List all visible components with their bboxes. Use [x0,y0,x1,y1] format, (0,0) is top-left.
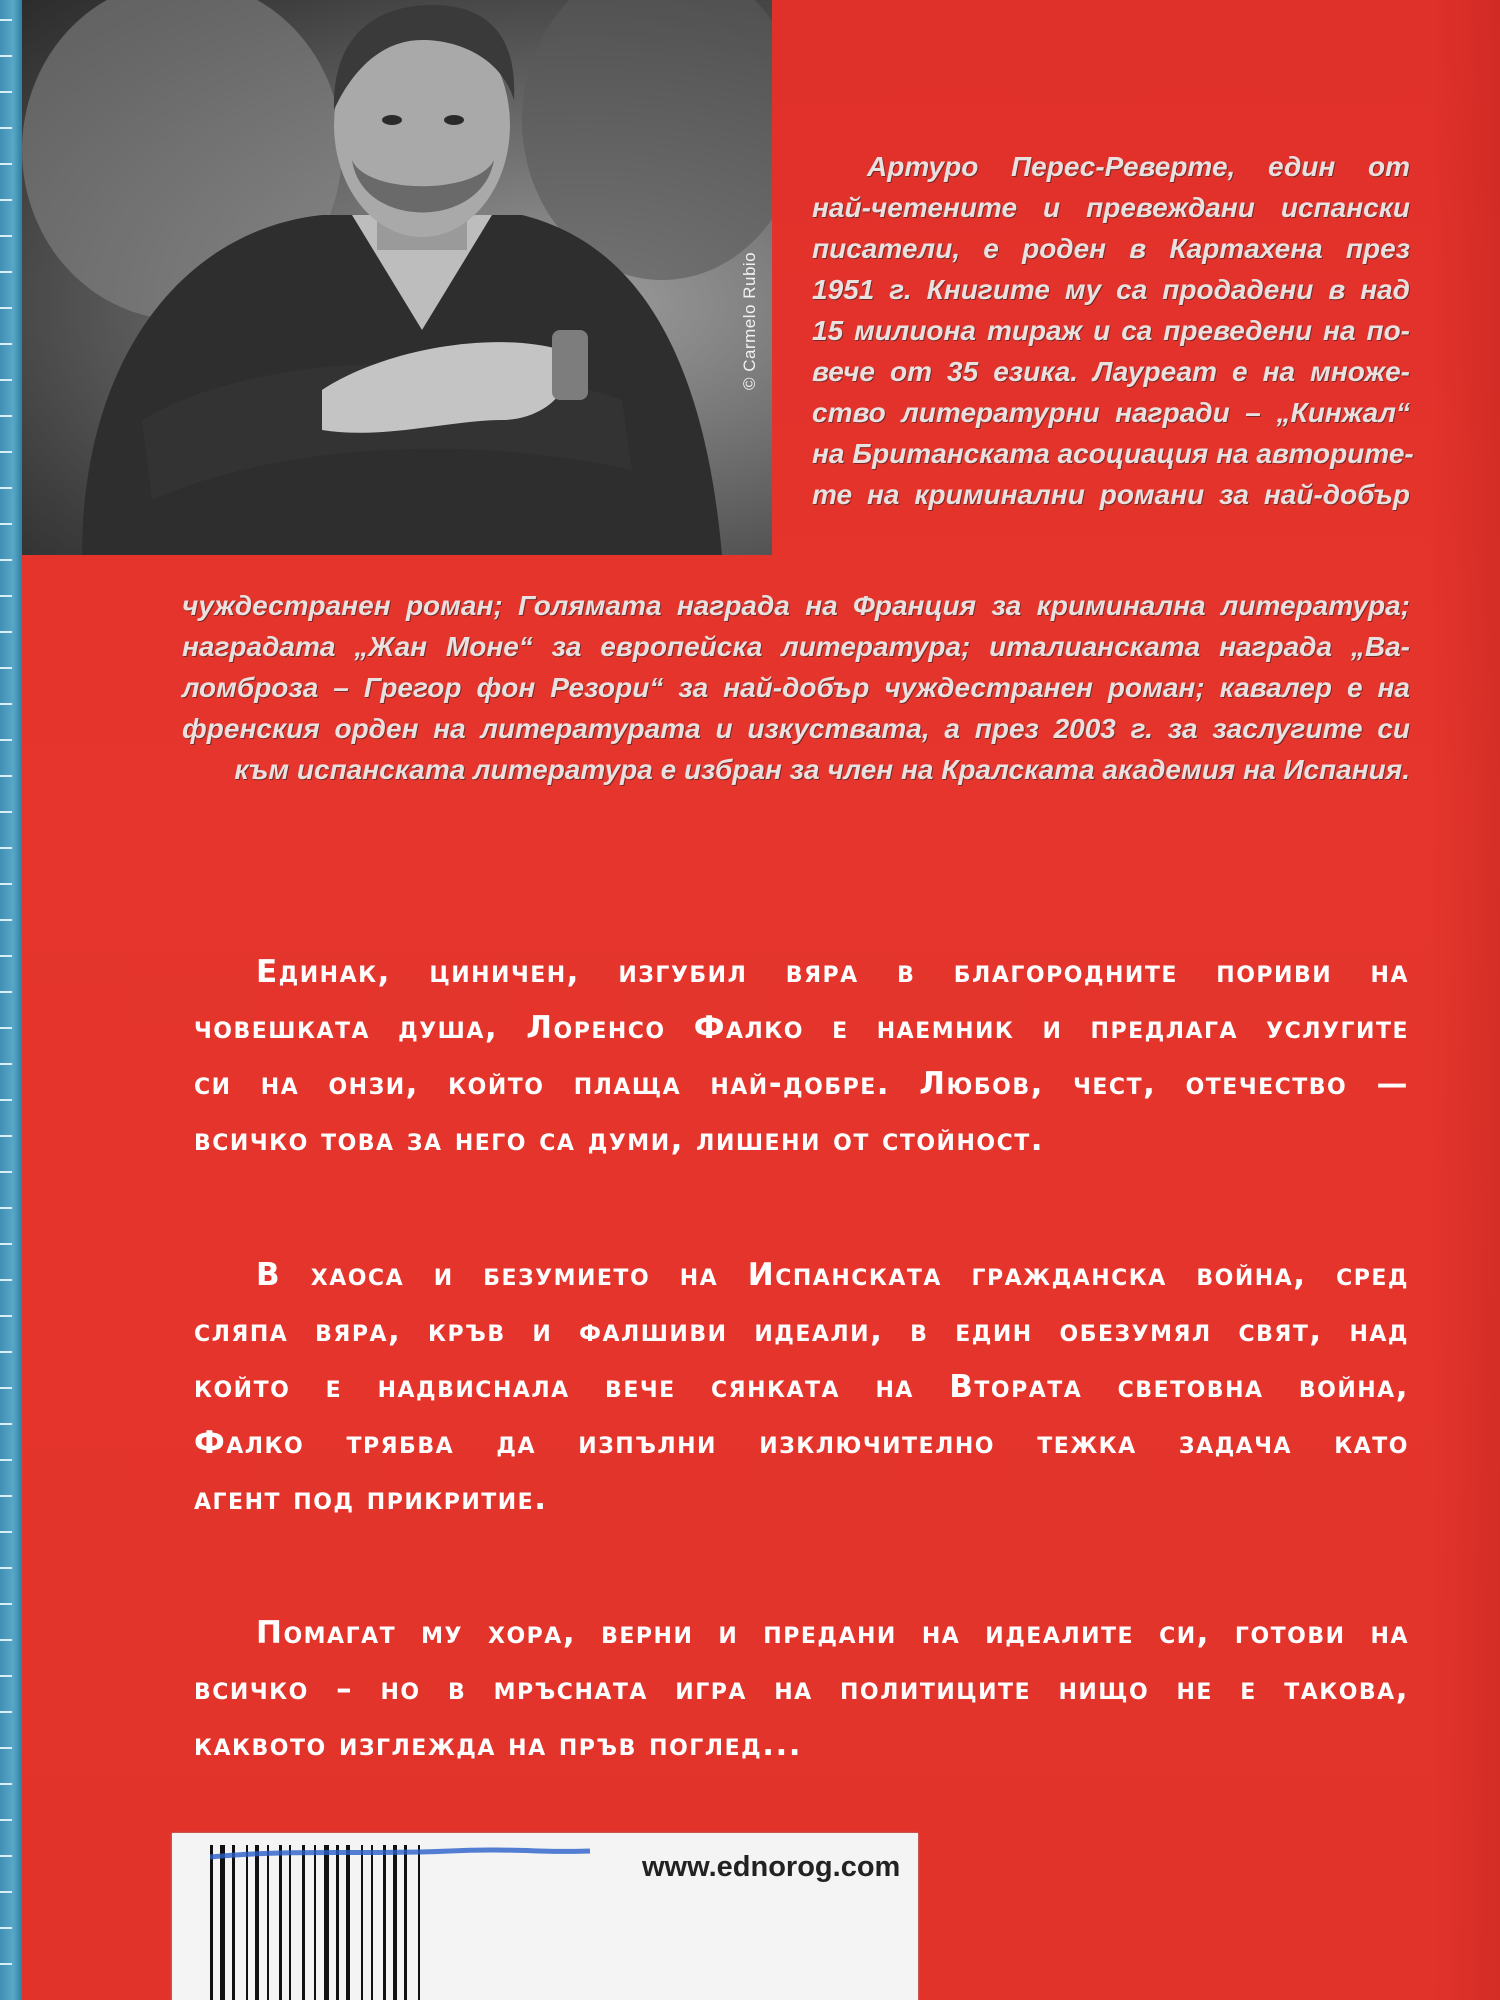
bio-line: ломброза – Грегор фон Резори“ за най-добър чуждестранен роман; кавалер е на [182,672,1410,703]
bio-line: чуждестранен роман; Голямата награда на Франция за криминална литература; [182,590,1410,621]
barcode-bar [246,1845,248,2000]
description-line: Единак, циничен, изгубил вяра в благородните пориви на [256,954,1409,990]
description-line: всичко това за него са думи, лишени от стойност. [194,1122,1044,1158]
barcode-bar [279,1845,282,2000]
description-line: агент под прикритие. [194,1481,548,1517]
bio-line: писатели, е роден в Картахена през [812,233,1410,264]
barcode-bar [324,1845,329,2000]
bio-line: най-четените и превеждани испански [812,192,1410,223]
barcode-bar [220,1845,225,2000]
description-line: Фалко трябва да изпълни изключително тежка задача като [194,1425,1409,1461]
notebook-ruling [0,0,22,2000]
barcode-bar [361,1845,363,2000]
barcode-bar [336,1845,339,2000]
barcode-icon [210,1845,630,2000]
barcode-bar [346,1845,350,2000]
publisher-website: www.ednorog.com [642,1851,901,1883]
barcode-bar [289,1845,291,2000]
description-line: Помагат му хора, верни и предани на идеалите си, готови на [256,1615,1409,1651]
bio-line: Артуро Перес-Реверте, един от [867,151,1410,182]
book-back-cover [22,0,1500,2000]
barcode-label [172,1833,918,2000]
description-line: който е надвиснала вече сянката на Втората световна война, [194,1369,1409,1405]
barcode-bar [404,1845,407,2000]
bio-line: наградата „Жан Моне“ за европейска литература; италианската награда „Ва- [182,631,1410,662]
barcode-bar [418,1845,420,2000]
barcode-bar [267,1845,269,2000]
description-paragraph-1 [194,944,1409,1168]
barcode-bar [210,1845,213,2000]
bio-line: 15 милиона тираж и са преведени на по- [812,315,1410,346]
bio-line: те на криминални романи за най-добър [812,479,1410,510]
author-bio-bottom [182,585,1410,790]
barcode-bar [255,1845,259,2000]
barcode-bar [383,1845,386,2000]
description-line: човешката душа, Лоренсо Фалко е наемник и предлага услугите [194,1010,1409,1046]
description-line: каквото изглежда на пръв поглед... [194,1727,803,1763]
description-line: си на онзи, който плаща най-добре. Любов, чест, отечество — [194,1066,1409,1102]
barcode-bar [371,1845,373,2000]
description-paragraph-2 [194,1247,1409,1527]
author-bio-top [812,146,1414,515]
barcode-bar [393,1845,397,2000]
bio-line: 1951 г. Книгите му са продадени в над [812,274,1410,305]
bio-line: ство литературни награди – „Кинжал“ [812,397,1410,428]
author-photo [22,0,772,555]
photo-credit: © Carmelo Rubio [740,251,759,390]
cover-edge-shadow [1430,0,1500,2000]
bio-line: на Британската асоциация на авторите- [812,438,1414,469]
barcode-bar [302,1845,305,2000]
description-paragraph-3 [194,1605,1409,1773]
bio-line: френския орден на литературата и изкуствата, а през 2003 г. за заслугите си [182,713,1410,744]
barcode-bar [314,1845,316,2000]
bio-line: към испанската литература е избран за член на Кралската академия на Испания. [234,754,1410,785]
description-line: В хаоса и безумието на Испанската гражданска война, сред [256,1257,1409,1293]
bio-line: вече от 35 езика. Лауреат е на множе- [812,356,1410,387]
author-portrait-icon [22,0,772,555]
barcode-bar [232,1845,235,2000]
description-line: сляпа вяра, кръв и фалшиви идеали, в един обезумял свят, над [194,1313,1409,1349]
description-line: всичко – но в мръсната игра на политиците нищо не е такова, [194,1671,1409,1707]
